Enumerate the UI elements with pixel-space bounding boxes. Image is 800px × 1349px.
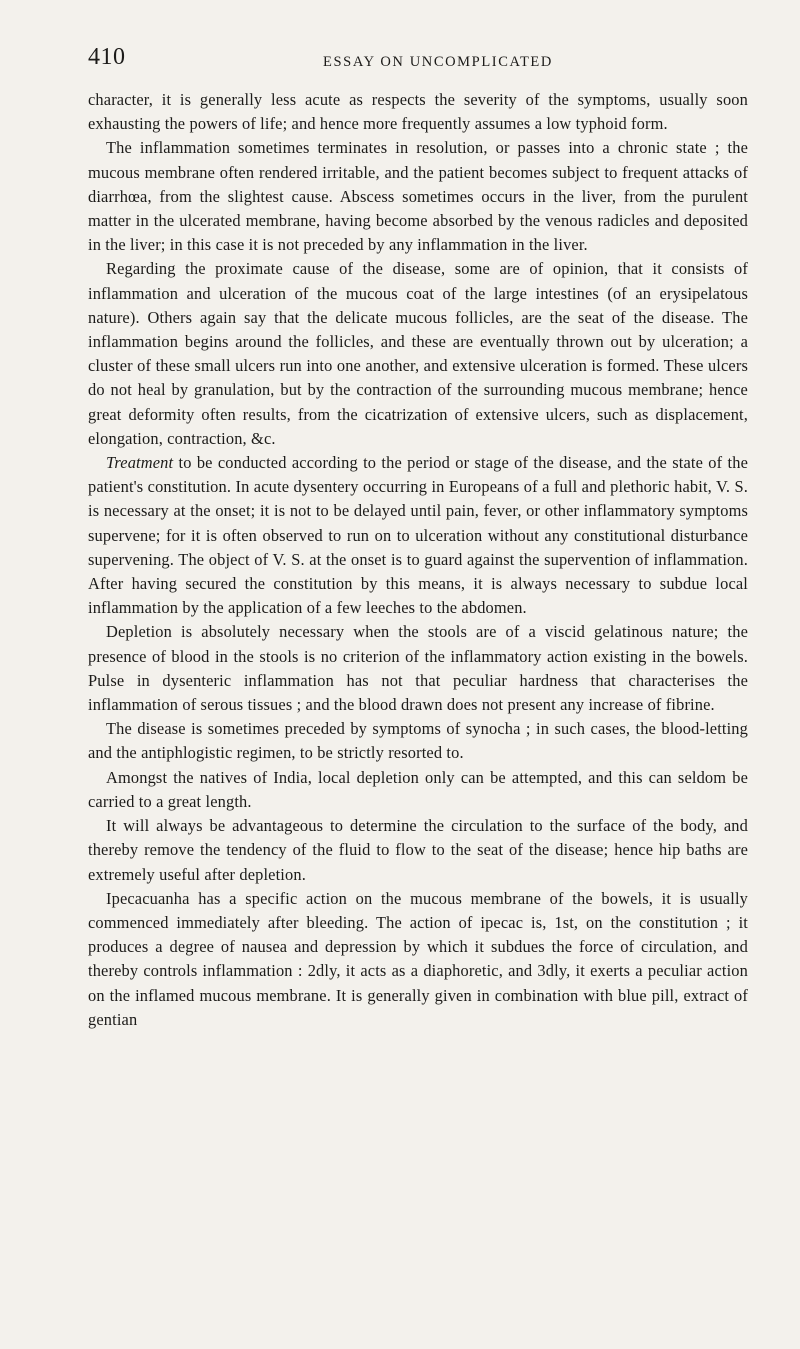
paragraph: Ipecacuanha has a specific action on the mucous membrane of the bowels, it is usually commenced immediately after bleeding. The action of ipecac is, 1st, on the constitution ; it produces a degree of nausea and depression by which it subdues the force of circulation, and thereby controls inflammation : 2dly, it acts as a diaphoretic, and 3dly, it exerts a peculiar action on the inflamed mucous membrane. It is generally given in combination with blue pill, extract of gentian bbox=[88, 888, 748, 1029]
body-text bbox=[88, 88, 748, 1032]
paragraph: The inflammation sometimes terminates in resolution, or passes into a chronic state ; the mucous membrane often rendered irritable, and the patient becomes subject to frequent attacks of diarrhœa, from the slightest cause. Abscess sometimes occurs in the liver, from the purulent matter in the ulcerated membrane, having become absorbed by the venous radicles and deposited in the liver; in this case it is not preceded by any inflammation in the liver. bbox=[88, 138, 748, 255]
paragraph: Treatment to be conducted according to the period or stage of the disease, and the state of the patient's constitution. In acute dysentery occurring in Europeans of a full and plethoric habit, V. S. is necessary at the onset; it is not to be delayed until pain, fever, or other inflammatory symptoms supervene; for it is often observed to run on to ulceration without any constitutional disturbance supervening. The object of V. S. at the onset is to guard against the supervention of inflammation. After having secured the constitution by this means, it is always necessary to subdue local inflammation by the application of a few leeches to the abdomen. bbox=[88, 453, 748, 618]
running-head: ESSAY ON UNCOMPLICATED bbox=[323, 54, 553, 70]
paragraph: Regarding the proximate cause of the disease, some are of opinion, that it consists of inflammation and ulceration of the mucous coat of the large intestines (of an erysipelatous nature). Others again say that the delicate mucous follicles, are the seat of the disease. The inflammation begins around the follicles, and these are eventually thrown out by ulceration; a cluster of these small ulcers run into one another, and extensive ulceration is formed. These ulcers do not heal by granulation, but by the contraction of the surrounding mucous membrane; hence great deformity often results, from the cicatrization of extensive ulcers, such as displacement, elongation, contraction, &c. bbox=[88, 259, 748, 448]
paragraph: character, it is generally less acute as respects the severity of the symptoms, usually soon exhausting the powers of life; and hence more frequently assumes a low typhoid form. bbox=[88, 90, 748, 134]
paragraph: Depletion is absolutely necessary when the stools are of a viscid gelatinous nature; the presence of blood in the stools is no criterion of the inflammatory action existing in the bowels. Pulse in dysenteric inflammation has not that peculiar hardness that characterises the inflammation of serous tissues ; and the blood drawn does not present any increase of fibrine. bbox=[88, 622, 748, 715]
paragraph: Amongst the natives of India, local depletion only can be attempted, and this can seldom be carried to a great length. bbox=[88, 767, 748, 811]
paragraph-lead: Treatment bbox=[106, 453, 174, 473]
page-header bbox=[88, 44, 748, 74]
paragraph: It will always be advantageous to determine the circulation to the surface of the body, and thereby remove the tendency of the fluid to flow to the seat of the disease; hence hip baths are extremely useful after depletion. bbox=[88, 816, 748, 884]
page-number: 410 bbox=[88, 44, 126, 70]
paragraph: The disease is sometimes preceded by symptoms of synocha ; in such cases, the blood-letting and the antiphlogistic regimen, to be strictly resorted to. bbox=[88, 719, 748, 763]
